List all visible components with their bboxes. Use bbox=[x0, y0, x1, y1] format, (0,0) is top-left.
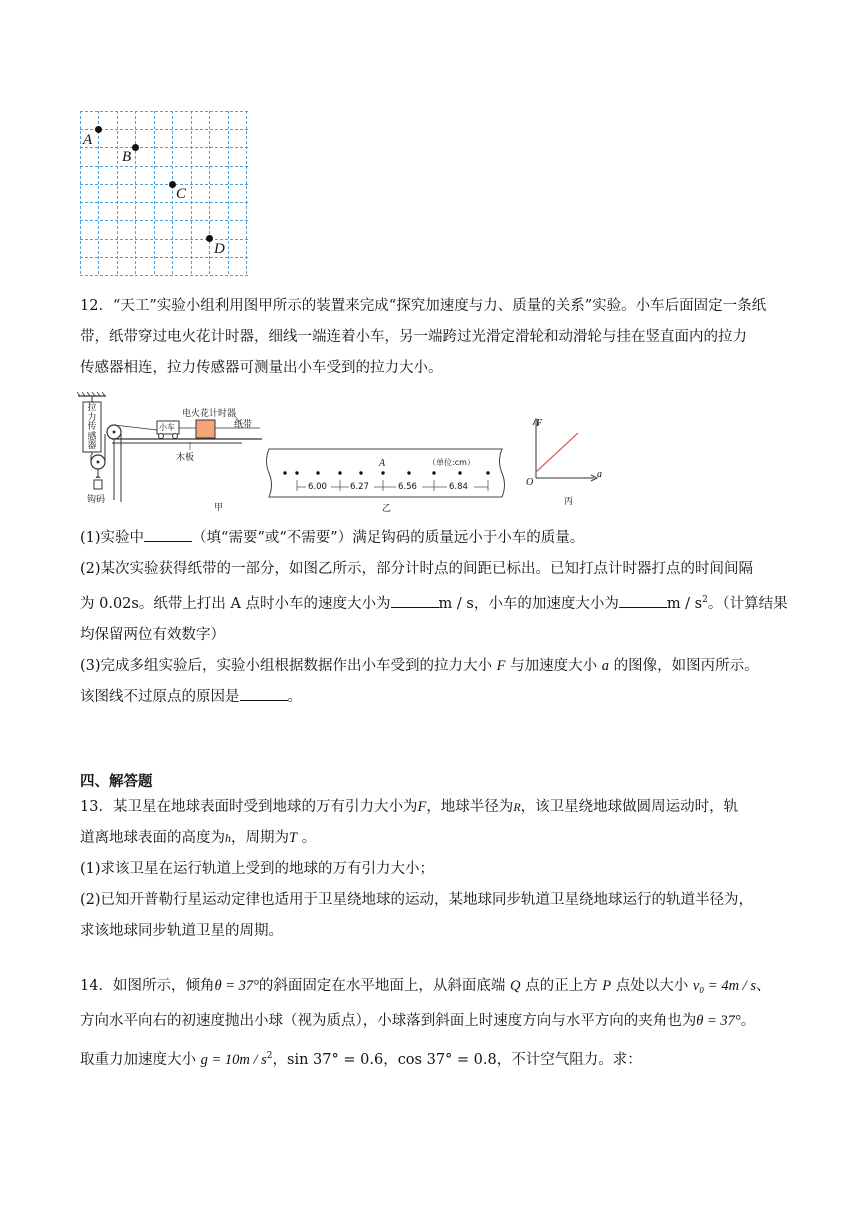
point-a-dot bbox=[95, 126, 102, 133]
q12-sub2-line3: 均保留两位有效数字） bbox=[80, 626, 225, 643]
q14-text-b: 的斜面固定在水平地面上，从斜面底端 bbox=[258, 978, 506, 994]
fa-y-axis-label: F bbox=[536, 418, 543, 429]
q14-cos-eq: cos 37° = 0.8 bbox=[397, 1051, 497, 1068]
q12-sub2-line2 bbox=[80, 585, 790, 620]
q12-subquestions bbox=[80, 523, 790, 713]
fa-graph bbox=[522, 416, 608, 506]
q14-text-a: 14．如图所示，倾角 bbox=[80, 978, 215, 994]
answer-blank-2[interactable] bbox=[391, 593, 439, 608]
sub3-var-F: F bbox=[496, 657, 506, 674]
q13-text-e: ，周期为 bbox=[231, 830, 289, 846]
timer-label: 电火花计时器 bbox=[182, 409, 237, 419]
q14-var-Q: Q bbox=[510, 978, 521, 994]
q12-sub3-line1 bbox=[80, 651, 790, 682]
q12-intro bbox=[80, 291, 790, 384]
q14-g-sup: 2 bbox=[266, 1051, 273, 1061]
fa-line bbox=[536, 433, 578, 472]
answer-blank-3[interactable] bbox=[619, 593, 667, 608]
point-a-label: A bbox=[83, 132, 93, 148]
q13-line-1 bbox=[80, 792, 790, 823]
sub2-text-d: 。（计算结果 bbox=[707, 595, 788, 612]
sub2-unit: m / s bbox=[666, 595, 703, 612]
sensor-char-2: 力 bbox=[87, 412, 97, 423]
point-d-label: D bbox=[214, 241, 225, 257]
tape-point-a: A bbox=[379, 458, 386, 469]
q14-text-c: 点的正上方 bbox=[525, 978, 598, 994]
spacing-1: 6.00 bbox=[308, 482, 327, 492]
figure-yi bbox=[266, 447, 506, 513]
figure-jia bbox=[72, 392, 262, 514]
q13-var-F: F bbox=[417, 799, 427, 815]
q13-sub2-line1: (2)已知开普勒行星运动定律也适用于卫星绕地球的运动，某地球同步轨道卫星绕地球运行的轨道半径为， bbox=[80, 892, 754, 908]
q14-text-e: 、 bbox=[755, 978, 771, 994]
sub3-var-a: a bbox=[601, 657, 609, 674]
tape-label: 纸带 bbox=[234, 420, 253, 430]
sub2-text-a: 为 0.02s。纸带上打出 A 点时小车的速度大小为 bbox=[80, 595, 391, 612]
q14-text-g: 。 bbox=[740, 1013, 756, 1029]
sensor-label bbox=[86, 404, 98, 452]
sub3-text-a: (3)完成多组实验后，实验小组根据数据作出小车受到的拉力大小 bbox=[80, 657, 493, 674]
point-c-label: C bbox=[176, 186, 187, 202]
sensor-char-4: 感 bbox=[87, 431, 97, 442]
sub1-text-a: (1)实验中 bbox=[80, 530, 145, 546]
sub2-text-b: m / s，小车的加速度大小为 bbox=[438, 595, 619, 612]
spacing-3: 6.56 bbox=[398, 482, 417, 492]
sub3-text-b: 与加速度大小 bbox=[510, 657, 598, 674]
q13-sub2-line2: 求该地球同步轨道卫星的周期。 bbox=[80, 923, 283, 939]
q13-var-R: R bbox=[513, 800, 521, 814]
section-heading: 四、解答题 bbox=[80, 774, 153, 790]
q12-text-1: “天工”实验小组利用图甲所示的装置来完成“探究加速度与力、质量的关系”实验。小车后面固定一条纸 bbox=[112, 298, 767, 314]
q13-sub1: (1)求该卫星在运行轨道上受到的地球的万有引力大小； bbox=[80, 861, 435, 877]
q14-text-k: ，不计空气阻力。求： bbox=[496, 1051, 642, 1068]
q14-theta-eq: θ = 37° bbox=[214, 978, 259, 994]
tape-unit: （单位:cm） bbox=[428, 458, 475, 467]
q14 bbox=[80, 969, 790, 1078]
q12-line-1 bbox=[80, 291, 790, 322]
q13-var-T: T bbox=[289, 830, 298, 846]
q13-text-f: 。 bbox=[301, 830, 317, 846]
q13-text-c: ，该卫星绕地球做圆周运动时，轨 bbox=[520, 799, 739, 815]
q14-g-eq: g = 10m / s bbox=[200, 1051, 267, 1068]
sensor-char-3: 传 bbox=[87, 422, 97, 432]
q14-text-h: 取重力加速度大小 bbox=[80, 1051, 196, 1068]
q14-v0-eq: v₀ = 4m / s bbox=[692, 978, 756, 994]
q13-var-h: h bbox=[225, 831, 231, 845]
sub3-text-e: 。 bbox=[287, 688, 302, 705]
answer-blank-4[interactable] bbox=[240, 686, 288, 701]
point-b-dot bbox=[132, 144, 139, 151]
sensor-char-5: 器 bbox=[87, 441, 97, 451]
q12-sub3-line2 bbox=[80, 682, 790, 713]
weight-label: 钩码 bbox=[87, 495, 106, 505]
fig-yi-caption: 乙 bbox=[382, 504, 392, 514]
sub2-unit-sup: 2 bbox=[702, 595, 708, 605]
q14-line-1 bbox=[80, 969, 790, 1004]
q14-var-P: P bbox=[602, 978, 612, 994]
point-c-dot bbox=[169, 181, 176, 188]
q14-line-2 bbox=[80, 1004, 790, 1039]
sensor-char-1: 拉 bbox=[87, 403, 97, 413]
fig-bing-caption: 丙 bbox=[564, 497, 574, 507]
sub1-text-b: （填“需要”或“不需要”）满足钩码的质量远小于小车的质量。 bbox=[192, 530, 585, 546]
fa-origin-label: O bbox=[526, 477, 534, 488]
q12-sub2-line1: (2)某次实验获得纸带的一部分，如图乙所示，部分计时点的间距已标出。已知打点计时器打点的时间间隔 bbox=[80, 561, 754, 577]
board-label: 木板 bbox=[176, 453, 195, 463]
q14-text-j: ， bbox=[383, 1051, 398, 1068]
q14-sin-eq: sin 37° = 0.6 bbox=[287, 1051, 384, 1068]
q13-line-2 bbox=[80, 823, 790, 854]
q12-line-2: 带，纸带穿过电火花计时器，细线一端连着小车，另一端跨过光滑定滑轮和动滑轮与挂在竖直面内的拉力 bbox=[80, 329, 747, 345]
q13-text-b: ，地球半径为 bbox=[426, 799, 514, 815]
q12-sub1 bbox=[80, 523, 790, 554]
fig-jia-caption: 甲 bbox=[214, 503, 224, 513]
spacing-4: 6.84 bbox=[449, 482, 468, 492]
q14-text-i: ， bbox=[272, 1051, 288, 1068]
q14-text-f: 方向水平向右的初速度抛出小球（视为质点），小球落到斜面上时速度方向与水平方向的夹角也为 bbox=[80, 1013, 697, 1029]
sub3-text-c: 的图像，如图丙所示。 bbox=[613, 657, 759, 674]
figure-bing bbox=[522, 416, 608, 506]
q14-text-d: 点处以大小 bbox=[615, 978, 689, 994]
q13-text-d: 道离地球表面的高度为 bbox=[80, 830, 225, 846]
fa-x-axis-label: a bbox=[597, 469, 602, 480]
q13-text-a: 13．某卫星在地球表面时受到地球的万有引力大小为 bbox=[80, 799, 418, 815]
sub3-text-d: 该图线不过原点的原因是 bbox=[80, 688, 240, 705]
q14-theta-eq-2: θ = 37° bbox=[696, 1013, 741, 1029]
point-d-dot bbox=[206, 235, 213, 242]
spacing-2: 6.27 bbox=[350, 482, 369, 492]
answer-blank-1[interactable] bbox=[144, 527, 192, 542]
q14-line-3 bbox=[80, 1039, 790, 1078]
grid-figure bbox=[80, 111, 248, 276]
q12-line-3: 传感器相连，拉力传感器可测量出小车受到的拉力大小。 bbox=[80, 360, 443, 376]
q12-number: 12． bbox=[80, 298, 113, 314]
cart-label: 小车 bbox=[159, 423, 175, 432]
point-b-label: B bbox=[122, 149, 132, 165]
q13 bbox=[80, 792, 790, 947]
